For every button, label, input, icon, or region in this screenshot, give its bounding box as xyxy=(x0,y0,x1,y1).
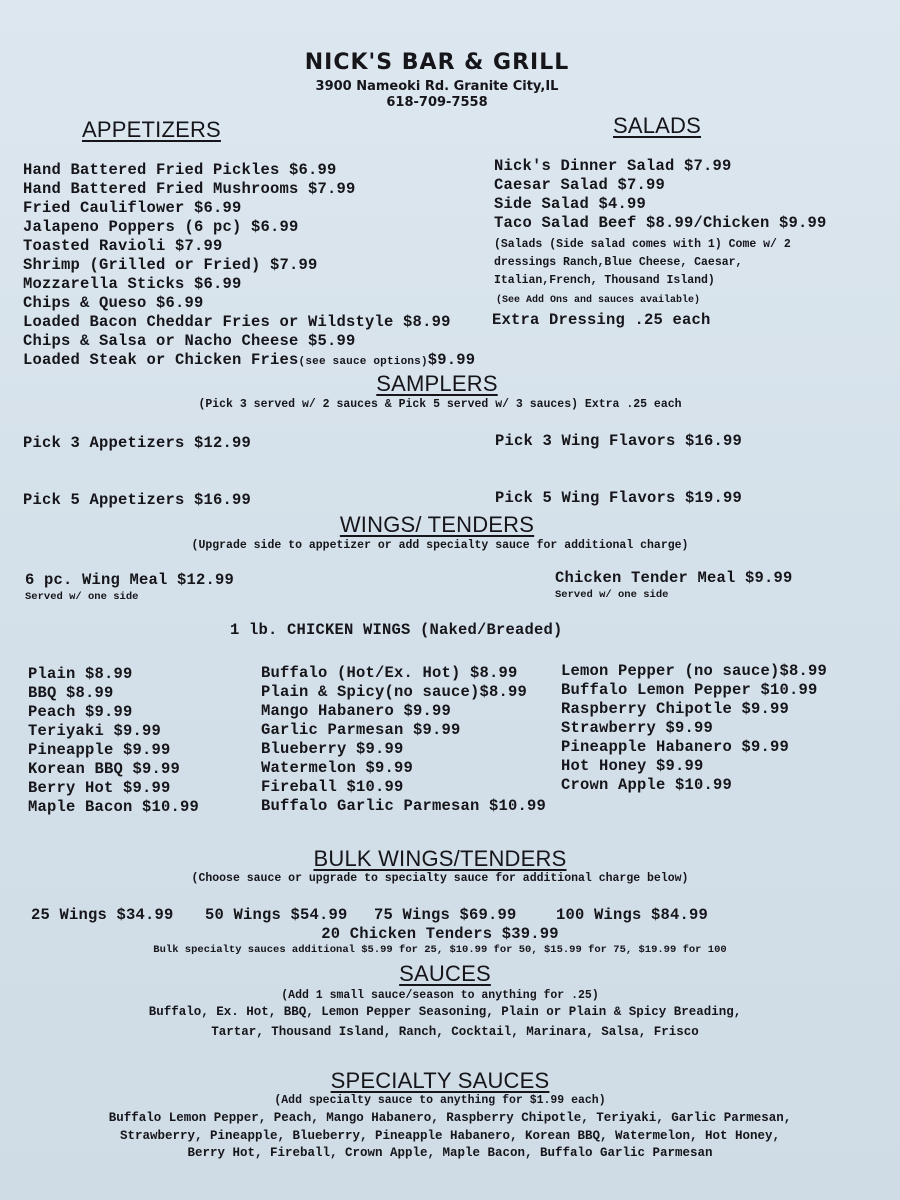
samplers-note: (Pick 3 served w/ 2 sauces & Pick 5 served w/ 3 sauces) Extra .25 each xyxy=(198,398,682,411)
wing-flavor: Blueberry $9.99 xyxy=(261,740,404,758)
wing-meal-side: Served w/ one side xyxy=(25,591,139,603)
salad-item: Caesar Salad $7.99 xyxy=(494,176,666,194)
appetizer-item: Hand Battered Fried Pickles $6.99 xyxy=(23,161,337,179)
wings-tenders-note: (Upgrade side to appetizer or add specialty sauce for additional charge) xyxy=(191,539,689,552)
wing-flavor: Hot Honey $9.99 xyxy=(561,757,704,775)
wing-flavor: Plain & Spicy(no sauce)$8.99 xyxy=(261,683,528,701)
bulk-heading: BULK WINGS/TENDERS xyxy=(313,846,567,871)
appetizer-item xyxy=(23,351,493,370)
tender-meal: Chicken Tender Meal $9.99 xyxy=(555,569,793,587)
samplers-heading: SAMPLERS xyxy=(376,371,498,396)
specialty-sauces-line-1: Buffalo Lemon Pepper, Peach, Mango Habanero, Raspberry Chipotle, Teriyaki, Garlic Parmesan, xyxy=(108,1111,792,1125)
wing-flavor: Mango Habanero $9.99 xyxy=(261,702,452,720)
appetizer-item: Mozzarella Sticks $6.99 xyxy=(23,275,242,293)
wing-flavor: Crown Apple $10.99 xyxy=(561,776,733,794)
appetizer-last-note: (see sauce options) xyxy=(298,356,428,368)
wing-flavor: Lemon Pepper (no sauce)$8.99 xyxy=(561,662,828,680)
salads-note-line: (Salads (Side salad comes with 1) Come w/ 2 xyxy=(494,238,791,251)
sampler-pick5-appetizers: Pick 5 Appetizers $16.99 xyxy=(23,491,252,509)
sampler-pick3-appetizers: Pick 3 Appetizers $12.99 xyxy=(23,434,252,452)
salads-heading: SALADS xyxy=(613,113,702,138)
appetizer-item: Fried Cauliflower $6.99 xyxy=(23,199,242,217)
sauces-line-2: Tartar, Thousand Island, Ranch, Cocktail, Marinara, Salsa, Frisco xyxy=(211,1025,699,1039)
bulk-specialty-note: Bulk specialty sauces additional $5.99 for 25, $10.99 for 50, $15.99 for 75, $19.99 for 100 xyxy=(153,944,727,956)
sampler-pick5-wings: Pick 5 Wing Flavors $19.99 xyxy=(495,489,743,507)
specialty-sauces-heading: SPECIALTY SAUCES xyxy=(330,1068,550,1093)
appetizer-item: Toasted Ravioli $7.99 xyxy=(23,237,223,255)
wing-flavor: BBQ $8.99 xyxy=(28,684,114,702)
appetizer-item: Chips & Salsa or Nacho Cheese $5.99 xyxy=(23,332,356,350)
appetizer-item: Hand Battered Fried Mushrooms $7.99 xyxy=(23,180,356,198)
wing-flavors-col2 xyxy=(261,664,546,816)
wing-flavor: Fireball $10.99 xyxy=(261,778,404,796)
wing-flavor: Pineapple $9.99 xyxy=(28,741,171,759)
specialty-sauces-line-2: Strawberry, Pineapple, Blueberry, Pineapple Habanero, Korean BBQ, Watermelon, Hot Honey, xyxy=(119,1129,781,1143)
tender-meal-side: Served w/ one side xyxy=(555,589,669,601)
wing-flavor: Berry Hot $9.99 xyxy=(28,779,171,797)
wing-flavor: Teriyaki $9.99 xyxy=(28,722,162,740)
restaurant-name: NICK'S BAR & GRILL xyxy=(304,50,570,75)
salads-list xyxy=(494,157,894,233)
sauces-line-1: Buffalo, Ex. Hot, BBQ, Lemon Pepper Seasoning, Plain or Plain & Spicy Breading, xyxy=(148,1005,742,1019)
salads-note-line: Italian,French, Thousand Island) xyxy=(494,274,715,287)
wing-flavor: Pineapple Habanero $9.99 xyxy=(561,738,790,756)
appetizer-item: Loaded Bacon Cheddar Fries or Wildstyle $8.99 xyxy=(23,313,451,331)
appetizer-last-main: Loaded Steak or Chicken Fries xyxy=(23,351,299,369)
salad-item: Taco Salad Beef $8.99/Chicken $9.99 xyxy=(494,214,827,232)
wing-flavor: Plain $8.99 xyxy=(28,665,133,683)
extra-dressing: Extra Dressing .25 each xyxy=(492,311,711,329)
restaurant-phone: 618-709-7558 xyxy=(386,95,488,110)
salad-item: Side Salad $4.99 xyxy=(494,195,647,213)
wing-flavor: Watermelon $9.99 xyxy=(261,759,414,777)
wing-flavors-col1 xyxy=(28,665,199,817)
appetizer-item: Jalapeno Poppers (6 pc) $6.99 xyxy=(23,218,299,236)
sampler-pick3-wings: Pick 3 Wing Flavors $16.99 xyxy=(495,432,743,450)
specialty-sauces-line-3: Berry Hot, Fireball, Crown Apple, Maple Bacon, Buffalo Garlic Parmesan xyxy=(187,1146,713,1160)
bulk-25-wings: 25 Wings $34.99 xyxy=(31,906,174,924)
sauces-note: (Add 1 small sauce/season to anything for .25) xyxy=(281,989,599,1002)
wings-tenders-heading: WINGS/ TENDERS xyxy=(339,512,535,537)
wing-flavor: Garlic Parmesan $9.99 xyxy=(261,721,461,739)
salad-item: Nick's Dinner Salad $7.99 xyxy=(494,157,732,175)
wing-flavor: Strawberry $9.99 xyxy=(561,719,714,737)
appetizers-list xyxy=(23,161,493,370)
bulk-50-wings: 50 Wings $54.99 xyxy=(205,906,348,924)
appetizer-last-price: $9.99 xyxy=(427,351,476,369)
bulk-tenders: 20 Chicken Tenders $39.99 xyxy=(321,925,559,943)
wing-flavor: Maple Bacon $10.99 xyxy=(28,798,200,816)
salads-addons-note: (See Add Ons and sauces available) xyxy=(496,295,701,306)
appetizer-item: Shrimp (Grilled or Fried) $7.99 xyxy=(23,256,318,274)
sauces-heading: SAUCES xyxy=(399,961,491,986)
salads-note-line: dressings Ranch,Blue Cheese, Caesar, xyxy=(494,256,743,269)
wing-flavors-col3 xyxy=(561,662,827,795)
salads-notes xyxy=(494,236,791,290)
wing-flavor: Buffalo Garlic Parmesan $10.99 xyxy=(261,797,547,815)
appetizer-item: Chips & Queso $6.99 xyxy=(23,294,204,312)
bulk-100-wings: 100 Wings $84.99 xyxy=(556,906,709,924)
bulk-75-wings: 75 Wings $69.99 xyxy=(374,906,517,924)
wing-flavor: Buffalo (Hot/Ex. Hot) $8.99 xyxy=(261,664,518,682)
wing-flavor: Buffalo Lemon Pepper $10.99 xyxy=(561,681,818,699)
wing-flavor: Peach $9.99 xyxy=(28,703,133,721)
wing-flavor: Raspberry Chipotle $9.99 xyxy=(561,700,790,718)
wing-flavor: Korean BBQ $9.99 xyxy=(28,760,181,778)
specialty-sauces-note: (Add specialty sauce to anything for $1.99 each) xyxy=(274,1094,606,1107)
chicken-wings-title: 1 lb. CHICKEN WINGS (Naked/Breaded) xyxy=(230,621,563,639)
restaurant-address: 3900 Nameoki Rd. Granite City,IL xyxy=(315,79,559,94)
bulk-note: (Choose sauce or upgrade to specialty sauce for additional charge below) xyxy=(191,872,689,885)
wing-meal: 6 pc. Wing Meal $12.99 xyxy=(25,571,235,589)
appetizers-heading: APPETIZERS xyxy=(82,117,221,142)
